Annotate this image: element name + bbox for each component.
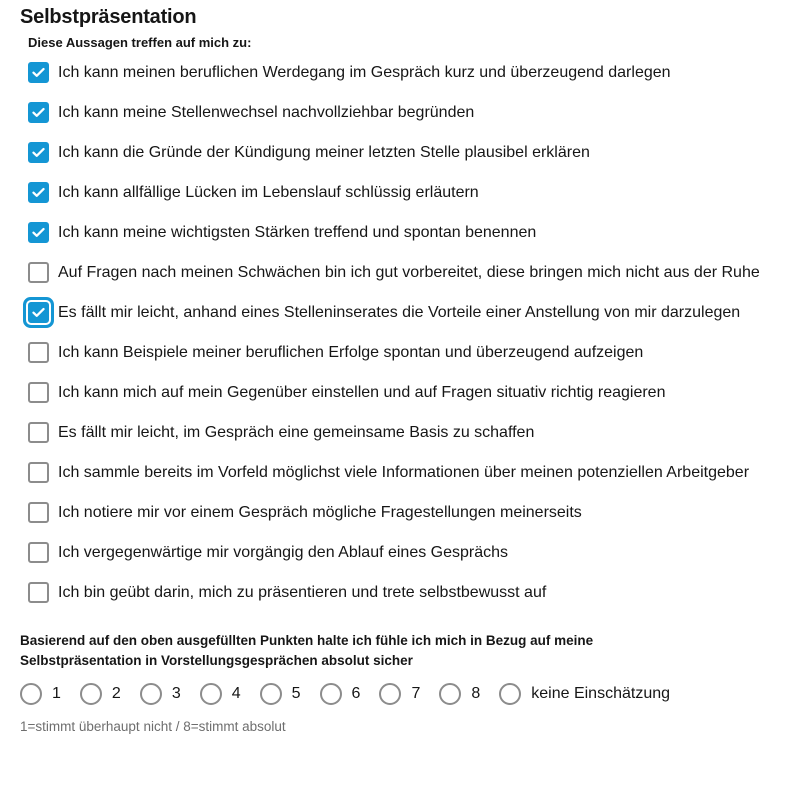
rating-scale xyxy=(20,683,769,705)
checkbox-label: Ich sammle bereits im Vorfeld möglichst viele Informationen über meinen potenziellen Arbeitgeber xyxy=(58,464,750,481)
check-icon xyxy=(32,107,45,118)
checkbox-item xyxy=(28,140,769,165)
checkbox-item xyxy=(28,540,769,565)
checkbox-item xyxy=(28,420,769,445)
rating-option xyxy=(379,683,420,705)
checkbox-label: Ich kann Beispiele meiner beruflichen Erfolge spontan und überzeugend aufzeigen xyxy=(58,344,644,361)
checkbox-item xyxy=(28,500,769,525)
check-icon xyxy=(32,307,45,318)
checkbox-label: Ich bin geübt darin, mich zu präsentieren und trete selbstbewusst auf xyxy=(58,584,547,601)
rating-option xyxy=(260,683,301,705)
radio-button[interactable] xyxy=(439,683,461,705)
checkbox-item xyxy=(28,340,769,365)
checkbox-label: Es fällt mir leicht, im Gespräch eine gemeinsame Basis zu schaffen xyxy=(58,424,535,441)
checkbox[interactable] xyxy=(28,182,49,203)
checkbox-label: Ich kann allfällige Lücken im Lebenslauf schlüssig erläutern xyxy=(58,184,479,201)
radio-label: 2 xyxy=(111,685,121,702)
checkbox-item xyxy=(28,300,769,325)
checkbox-label: Auf Fragen nach meinen Schwächen bin ich gut vorbereitet, diese bringen mich nicht aus der Ruhe xyxy=(58,264,760,281)
rating-question: Basierend auf den oben ausgefüllten Punkten halte ich fühle ich mich in Bezug auf meine Selbstpräsentation in Vorstellungsgesprächen absolut sicher xyxy=(20,633,594,668)
radio-button[interactable] xyxy=(379,683,401,705)
check-icon xyxy=(32,187,45,198)
checkbox[interactable] xyxy=(28,342,49,363)
section-subtitle: Diese Aussagen treffen auf mich zu: xyxy=(28,35,252,50)
radio-label: 3 xyxy=(171,685,181,702)
checkbox[interactable] xyxy=(28,222,49,243)
checkbox-item xyxy=(28,180,769,205)
radio-label: keine Einschätzung xyxy=(531,685,671,702)
checkbox-item xyxy=(28,60,769,85)
rating-option xyxy=(80,683,121,705)
radio-button[interactable] xyxy=(200,683,222,705)
radio-button[interactable] xyxy=(320,683,342,705)
radio-label: 6 xyxy=(351,685,361,702)
radio-label: 8 xyxy=(471,685,481,702)
check-icon xyxy=(32,147,45,158)
radio-button[interactable] xyxy=(140,683,162,705)
checkbox-label: Ich kann meinen beruflichen Werdegang im Gespräch kurz und überzeugend darlegen xyxy=(58,64,671,81)
checkbox[interactable] xyxy=(28,262,49,283)
rating-option xyxy=(320,683,361,705)
checkbox[interactable] xyxy=(28,502,49,523)
rating-option xyxy=(439,683,480,705)
radio-label: 4 xyxy=(231,685,241,702)
rating-legend: 1=stimmt überhaupt nicht / 8=stimmt absolut xyxy=(20,719,286,734)
checkbox[interactable] xyxy=(28,102,49,123)
checkbox-label: Ich kann meine wichtigsten Stärken treffend und spontan benennen xyxy=(58,224,537,241)
rating-option xyxy=(200,683,241,705)
page-title: Selbstpräsentation xyxy=(20,6,197,28)
checkbox[interactable] xyxy=(28,62,49,83)
checkbox-label: Es fällt mir leicht, anhand eines Stelleninserates die Vorteile einer Anstellung von mir darzulegen xyxy=(58,304,741,321)
checkbox-label: Ich kann die Gründe der Kündigung meiner letzten Stelle plausibel erklären xyxy=(58,144,590,161)
radio-button[interactable] xyxy=(80,683,102,705)
radio-button[interactable] xyxy=(20,683,42,705)
rating-option xyxy=(140,683,181,705)
radio-button[interactable] xyxy=(260,683,282,705)
checkbox-item xyxy=(28,380,769,405)
checkbox-item xyxy=(28,260,769,285)
checkbox-item xyxy=(28,100,769,125)
checkbox[interactable] xyxy=(28,582,49,603)
checkbox-item xyxy=(28,460,769,485)
checkbox[interactable] xyxy=(28,462,49,483)
statement-checklist xyxy=(20,60,769,605)
checkbox-item xyxy=(28,580,769,605)
checkbox-label: Ich vergegenwärtige mir vorgängig den Ablauf eines Gesprächs xyxy=(58,544,509,561)
rating-option xyxy=(20,683,61,705)
radio-label: 5 xyxy=(291,685,301,702)
checkbox[interactable] xyxy=(28,142,49,163)
check-icon xyxy=(32,67,45,78)
radio-button[interactable] xyxy=(499,683,521,705)
checkbox-label: Ich kann mich auf mein Gegenüber einstellen und auf Fragen situativ richtig reagieren xyxy=(58,384,666,401)
rating-option xyxy=(499,683,670,705)
checkbox-label: Ich notiere mir vor einem Gespräch mögliche Fragestellungen meinerseits xyxy=(58,504,582,521)
checkbox[interactable] xyxy=(28,422,49,443)
checkbox[interactable] xyxy=(28,542,49,563)
checkbox[interactable] xyxy=(28,382,49,403)
checkbox-label: Ich kann meine Stellenwechsel nachvollziehbar begründen xyxy=(58,104,475,121)
check-icon xyxy=(32,227,45,238)
radio-label: 1 xyxy=(52,685,61,702)
checkbox[interactable] xyxy=(28,302,49,323)
radio-label: 7 xyxy=(411,685,421,702)
checkbox-item xyxy=(28,220,769,245)
